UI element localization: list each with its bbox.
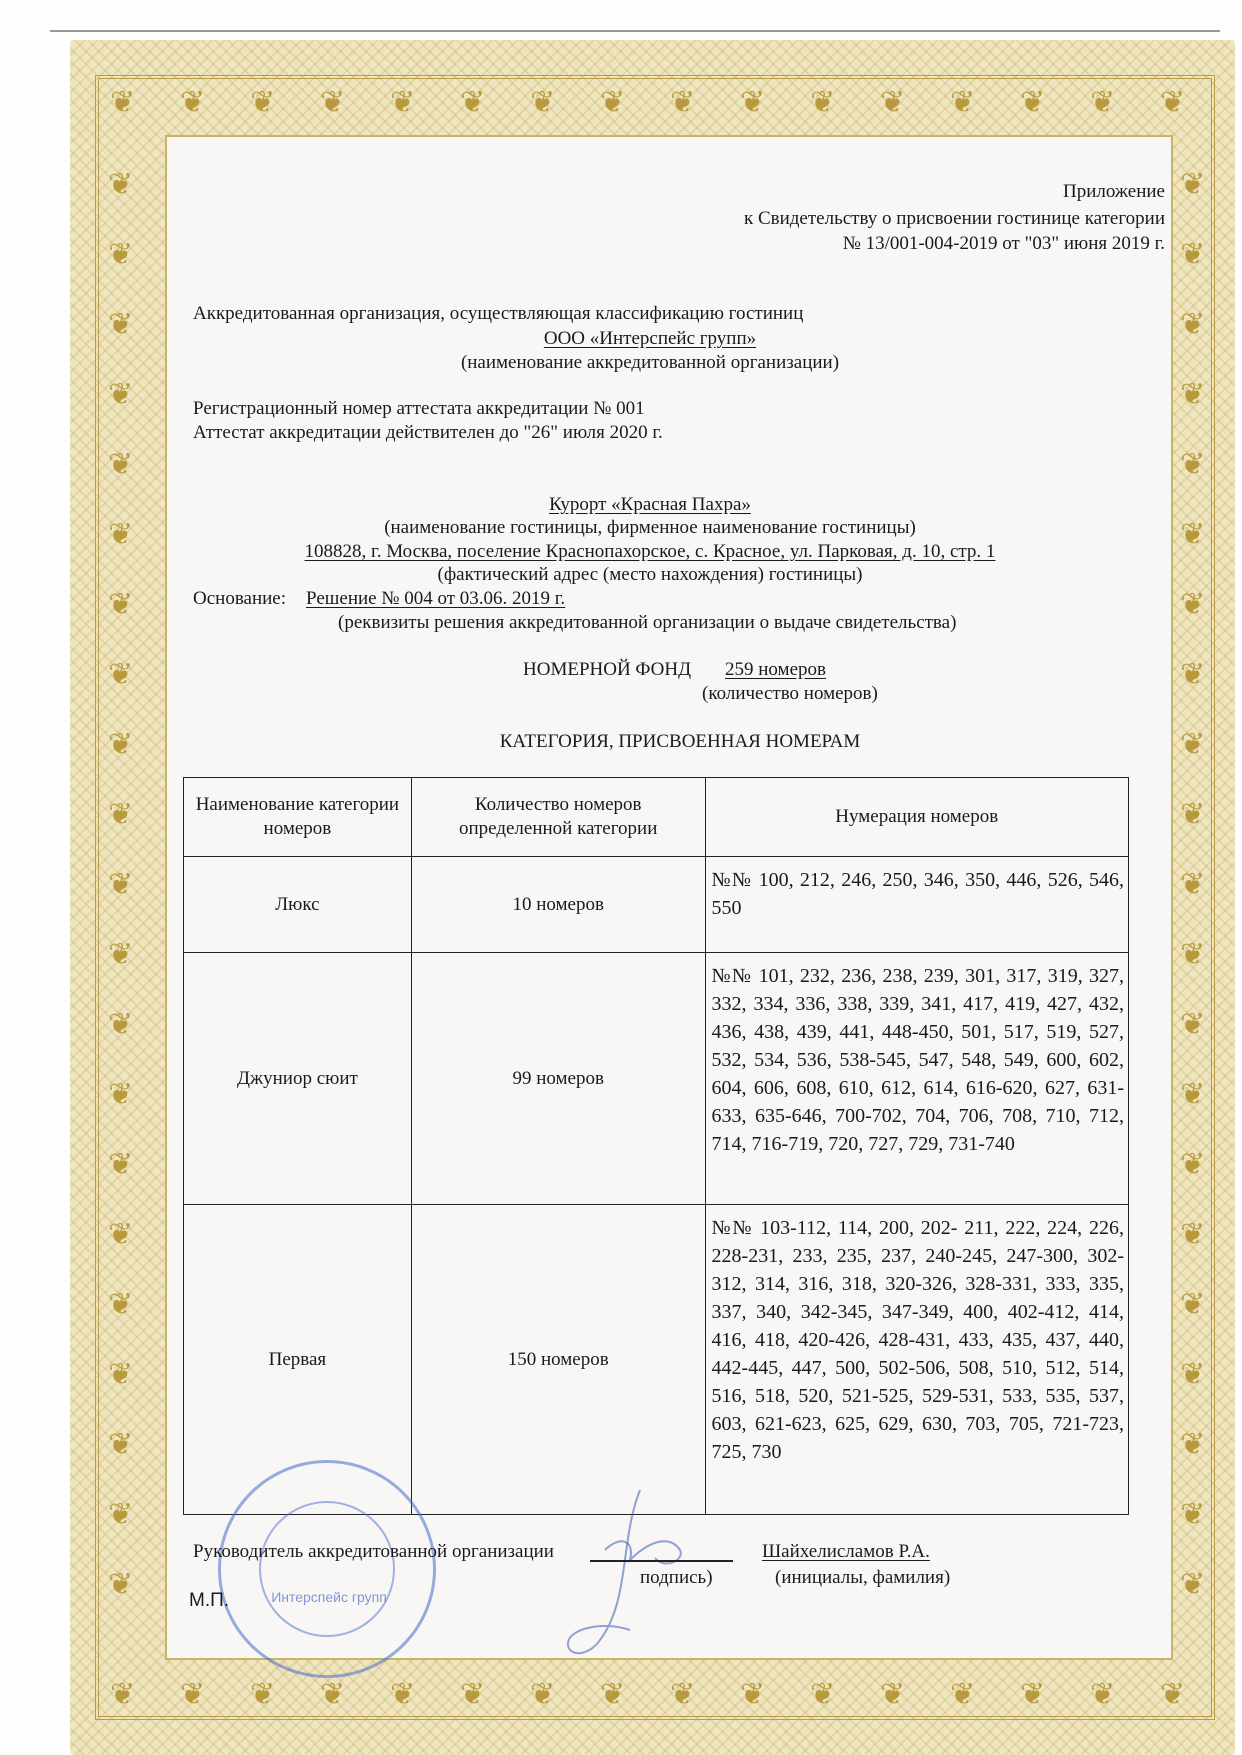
hotel-address: 108828, г. Москва, поселение Краснопахорское, с. Красное, ул. Парковая, д. 10, стр. 1 xyxy=(304,541,996,562)
basis-caption: (реквизиты решения аккредитованной организации о выдаче свидетельства) xyxy=(338,612,957,633)
frame-ornament-icon: ❦ xyxy=(108,657,134,692)
frame-ornament-icon: ❦ xyxy=(880,85,906,120)
frame-ornament-icon: ❦ xyxy=(950,85,976,120)
frame-ornament-icon: ❦ xyxy=(1180,167,1206,202)
room-fund-caption: (количество номеров) xyxy=(702,683,878,704)
frame-ornament-icon: ❦ xyxy=(108,1427,134,1462)
frame-ornament-icon: ❦ xyxy=(108,237,134,272)
frame-ornament-icon: ❦ xyxy=(108,1147,134,1182)
appendix-title: Приложение xyxy=(1063,181,1165,202)
frame-ornament-icon: ❦ xyxy=(108,1077,134,1112)
certificate-number: № 13/001-004-2019 от "03" июня 2019 г. xyxy=(842,233,1165,254)
hotel-address-caption: (фактический адрес (место нахождения) гостиницы) xyxy=(437,564,863,585)
scan-edge-line xyxy=(50,30,1220,32)
frame-ornament-icon: ❦ xyxy=(530,85,556,120)
frame-ornament-icon: ❦ xyxy=(1180,937,1206,972)
frame-ornament-icon: ❦ xyxy=(1180,1077,1206,1112)
frame-ornament-icon: ❦ xyxy=(1180,237,1206,272)
frame-ornament-icon: ❦ xyxy=(1090,1677,1116,1712)
table-row xyxy=(184,857,1129,953)
frame-ornament-icon: ❦ xyxy=(1180,727,1206,762)
frame-ornament-icon: ❦ xyxy=(1180,797,1206,832)
row-numbers: №№ 100, 212, 246, 250, 346, 350, 446, 526, 546, 550 xyxy=(705,857,1128,953)
frame-ornament-icon: ❦ xyxy=(108,447,134,482)
row-category: Люкс xyxy=(184,857,412,953)
frame-ornament-icon: ❦ xyxy=(108,1007,134,1042)
accredited-org-name: ООО «Интерспейс групп» xyxy=(543,328,757,349)
frame-ornament-icon: ❦ xyxy=(880,1677,906,1712)
frame-ornament-icon: ❦ xyxy=(1180,587,1206,622)
basis-label: Основание: xyxy=(193,588,287,609)
frame-ornament-icon: ❦ xyxy=(600,1677,626,1712)
frame-ornament-icon: ❦ xyxy=(250,85,276,120)
frame-ornament-icon: ❦ xyxy=(390,85,416,120)
frame-ornament-icon: ❦ xyxy=(108,867,134,902)
head-name: Шайхелисламов Р.А. xyxy=(762,1541,930,1562)
frame-ornament-icon: ❦ xyxy=(810,85,836,120)
header-numbers: Нумерация номеров xyxy=(705,778,1128,857)
frame-ornament-icon: ❦ xyxy=(740,1677,766,1712)
row-count: 10 номеров xyxy=(411,857,705,953)
appendix-subtitle: к Свидетельству о присвоении гостинице категории xyxy=(743,208,1165,229)
frame-ornament-icon: ❦ xyxy=(1180,1567,1206,1602)
accredited-org-line: Аккредитованная организация, осуществляющая классификацию гостиниц xyxy=(193,303,804,324)
frame-ornament-icon: ❦ xyxy=(108,587,134,622)
frame-ornament-icon: ❦ xyxy=(108,1567,134,1602)
row-count: 150 номеров xyxy=(411,1205,705,1515)
table-row xyxy=(184,953,1129,1205)
frame-ornament-icon: ❦ xyxy=(1160,1677,1186,1712)
hotel-name-caption: (наименование гостиницы, фирменное наименование гостиницы) xyxy=(384,517,916,538)
frame-ornament-icon: ❦ xyxy=(460,85,486,120)
header-category: Наименование категории номеров xyxy=(184,778,412,857)
row-count: 99 номеров xyxy=(411,953,705,1205)
frame-ornament-icon: ❦ xyxy=(108,1497,134,1532)
stamp-inner-ring xyxy=(259,1501,395,1637)
frame-ornament-icon: ❦ xyxy=(390,1677,416,1712)
frame-ornament-icon: ❦ xyxy=(108,1287,134,1322)
hotel-name: Курорт «Красная Пахра» xyxy=(549,494,751,515)
frame-ornament-icon: ❦ xyxy=(250,1677,276,1712)
frame-ornament-icon: ❦ xyxy=(1180,867,1206,902)
frame-ornament-icon: ❦ xyxy=(1180,1217,1206,1252)
frame-ornament-icon: ❦ xyxy=(1180,1147,1206,1182)
row-category: Первая xyxy=(184,1205,412,1515)
frame-ornament-icon: ❦ xyxy=(320,85,346,120)
row-numbers: №№ 103-112, 114, 200, 202- 211, 222, 224, 226, 228-231, 233, 235, 237, 240-245, 247-300, 302-312, 314, 316, 318, 320-326, 328-331, 333, 335, 337, 340, 342-345, 347-349, 400, 402-412, 414, 416, 418, 420-426, 428-431, 433, 435, 437, 440, 442-445, 447, 500, 502-506, 508, 510, 512, 514, 516, 518, 520, 521-525, 529-531, 533, 535, 537, 603, 621-623, 625, 629, 630, 703, 705, 721-723, 725, 730 xyxy=(705,1205,1128,1515)
frame-ornament-icon: ❦ xyxy=(1020,85,1046,120)
room-fund-value: 259 номеров xyxy=(725,659,826,680)
name-caption: (инициалы, фамилия) xyxy=(775,1567,951,1588)
frame-ornament-icon: ❦ xyxy=(1180,1357,1206,1392)
frame-ornament-icon: ❦ xyxy=(1180,1427,1206,1462)
frame-ornament-icon: ❦ xyxy=(670,1677,696,1712)
frame-ornament-icon: ❦ xyxy=(1020,1677,1046,1712)
seal-place-label: М.П. xyxy=(189,1590,230,1611)
room-category-table xyxy=(183,777,1129,1515)
header-count: Количество номеров определенной категории xyxy=(411,778,705,857)
frame-ornament-icon: ❦ xyxy=(180,85,206,120)
frame-ornament-icon: ❦ xyxy=(1180,657,1206,692)
frame-ornament-icon: ❦ xyxy=(950,1677,976,1712)
registration-number: Регистрационный номер аттестата аккредитации № 001 xyxy=(193,398,645,419)
frame-ornament-icon: ❦ xyxy=(108,167,134,202)
table-header-row xyxy=(184,778,1129,857)
frame-ornament-icon: ❦ xyxy=(1180,307,1206,342)
row-numbers: №№ 101, 232, 236, 238, 239, 301, 317, 319, 327, 332, 334, 336, 338, 339, 341, 417, 419, 427, 432, 436, 438, 439, 441, 448-450, 501, 517, 519, 527, 532, 534, 536, 538-545, 547, 548, 549, 600, 602, 604, 606, 608, 610, 612, 614, 616-620, 627, 631-633, 635-646, 700-702, 704, 706, 708, 710, 712, 714, 716-719, 720, 727, 729, 731-740 xyxy=(705,953,1128,1205)
frame-ornament-icon: ❦ xyxy=(1160,85,1186,120)
basis-decision: Решение № 004 от 03.06. 2019 г. xyxy=(306,588,566,609)
signature-line xyxy=(590,1560,733,1562)
accredited-org-caption: (наименование аккредитованной организации) xyxy=(460,352,840,373)
frame-ornament-icon: ❦ xyxy=(108,1217,134,1252)
frame-ornament-icon: ❦ xyxy=(108,937,134,972)
stamp-text: Интерспейс групп xyxy=(271,1589,387,1605)
frame-ornament-icon: ❦ xyxy=(108,517,134,552)
frame-ornament-icon: ❦ xyxy=(530,1677,556,1712)
frame-ornament-icon: ❦ xyxy=(1180,1007,1206,1042)
frame-ornament-icon: ❦ xyxy=(1180,1497,1206,1532)
frame-ornament-icon: ❦ xyxy=(1180,1287,1206,1322)
frame-ornament-icon: ❦ xyxy=(108,307,134,342)
frame-ornament-icon: ❦ xyxy=(110,1677,136,1712)
frame-ornament-icon: ❦ xyxy=(460,1677,486,1712)
signature-caption: подпись) xyxy=(640,1567,713,1588)
head-label: Руководитель аккредитованной организации xyxy=(193,1541,554,1562)
frame-ornament-icon: ❦ xyxy=(108,377,134,412)
frame-ornament-icon: ❦ xyxy=(108,1357,134,1392)
frame-ornament-icon: ❦ xyxy=(108,727,134,762)
frame-ornament-icon: ❦ xyxy=(108,797,134,832)
frame-ornament-icon: ❦ xyxy=(320,1677,346,1712)
frame-ornament-icon: ❦ xyxy=(1180,517,1206,552)
frame-ornament-icon: ❦ xyxy=(180,1677,206,1712)
category-title: КАТЕГОРИЯ, ПРИСВОЕННАЯ НОМЕРАМ xyxy=(499,731,861,752)
frame-ornament-icon: ❦ xyxy=(600,85,626,120)
frame-ornament-icon: ❦ xyxy=(1180,447,1206,482)
frame-ornament-icon: ❦ xyxy=(810,1677,836,1712)
frame-ornament-icon: ❦ xyxy=(740,85,766,120)
frame-ornament-icon: ❦ xyxy=(670,85,696,120)
row-category: Джуниор сюит xyxy=(184,953,412,1205)
frame-ornament-icon: ❦ xyxy=(1180,377,1206,412)
accreditation-validity: Аттестат аккредитации действителен до "26" июля 2020 г. xyxy=(193,422,663,443)
room-fund-label: НОМЕРНОЙ ФОНД xyxy=(523,659,692,680)
frame-ornament-icon: ❦ xyxy=(1090,85,1116,120)
organization-stamp xyxy=(218,1460,436,1678)
frame-ornament-icon: ❦ xyxy=(110,85,136,120)
